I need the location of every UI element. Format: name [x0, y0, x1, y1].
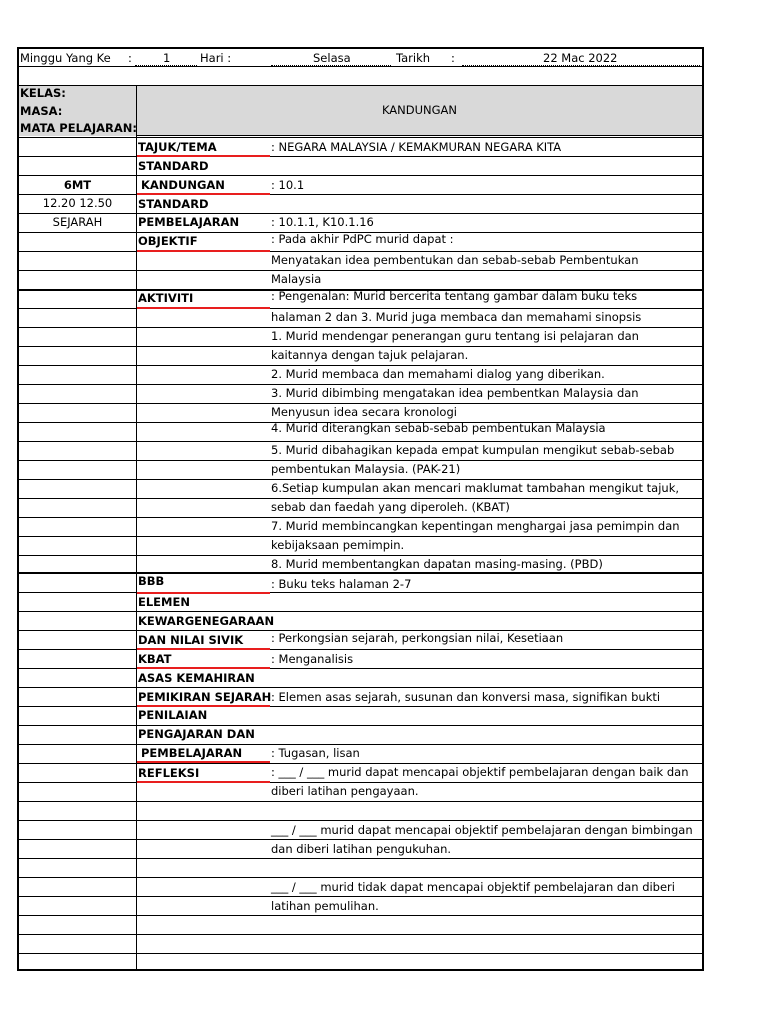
tarikh-colon: : [451, 51, 455, 65]
row-line [17, 953, 704, 954]
subject-value: SEJARAH [52, 215, 103, 229]
row-line [17, 137, 704, 138]
aktiviti-line: pembentukan Malaysia. (PAK-21) [271, 462, 461, 476]
elemen-label: ELEMEN [138, 595, 190, 609]
row-line [17, 85, 704, 86]
aktiviti-line: Menyusun idea secara kronologi [271, 405, 457, 419]
asas-kemahiran-label: ASAS KEMAHIRAN [138, 671, 255, 685]
nilai-sivik-label: DAN NILAI SIVIK [138, 633, 244, 647]
row-line [17, 744, 704, 745]
row-line [17, 877, 704, 878]
kandungan-label: KANDUNGAN [141, 178, 225, 192]
aktiviti-line: 4. Murid diterangkan sebab-sebab pembentukan Malaysia [271, 421, 606, 435]
objektif-underline [137, 250, 270, 252]
objektif-line: : Pada akhir PdPC murid dapat : [271, 232, 454, 246]
tajuk-underline [137, 155, 270, 157]
aktiviti-line: 3. Murid dibimbing mengatakan idea pembentkan Malaysia dan [271, 386, 639, 400]
row-line [17, 649, 704, 650]
standard-label-1: STANDARD [138, 159, 209, 173]
kandungan-underline [137, 193, 270, 195]
row-line [17, 687, 704, 688]
pengajaran-label: PENGAJARAN DAN [138, 727, 255, 741]
aktiviti-underline [137, 307, 270, 309]
refleksi-underline [137, 781, 270, 783]
time-value: 12.20 12.50 [42, 196, 113, 210]
objektif-line: Menyatakan idea pembentukan dan sebab-sebab Pembentukan [271, 253, 639, 267]
refleksi-line: : ___ / ___ murid dapat mencapai objektif pembelajaran dengan baik dan [271, 765, 689, 779]
mata-pelajaran-label: MATA PELAJARAN: [20, 121, 137, 135]
minggu-colon: : [128, 51, 132, 65]
refleksi-line: diberi latihan pengayaan. [271, 784, 419, 798]
row-line [17, 668, 704, 669]
pembelajaran-label: PEMBELAJARAN [138, 215, 240, 229]
aktiviti-line: 7. Murid membincangkan kepentingan menghargai jasa pemimpin dan [271, 519, 680, 533]
penilaian-label: PENILAIAN [138, 708, 208, 722]
kbat-value: : Menganalisis [271, 652, 354, 666]
row-line [17, 820, 704, 821]
bbb-value: : Buku teks halaman 2-7 [271, 577, 412, 591]
row-line [17, 592, 704, 593]
pemikiran-value: : Elemen asas sejarah, susunan dan konversi masa, signifikan bukti [271, 690, 661, 704]
class-value: 6MT [63, 178, 92, 192]
pembelajaran2-underline [137, 761, 270, 763]
pembelajaran2-label: PEMBELAJARAN [141, 746, 243, 760]
row-line [17, 572, 704, 574]
row-line [17, 611, 704, 612]
row-line [17, 896, 704, 897]
row-line [17, 725, 704, 726]
standard-label-2: STANDARD [138, 197, 209, 211]
nilai-underline [137, 648, 270, 650]
row-line [17, 270, 704, 271]
row-line [17, 706, 704, 707]
kewargenegaraan-label: KEWARGENEGARAAN [138, 614, 275, 628]
kandungan-title: KANDUNGAN [381, 103, 458, 117]
minggu-value: 1 [163, 51, 171, 65]
aktiviti-line: sebab dan faedah yang diperoleh. (KBAT) [271, 500, 510, 514]
row-line [17, 156, 704, 157]
aktiviti-line: 2. Murid membaca dan memahami dialog yang diberikan. [271, 367, 605, 381]
aktiviti-line: kaitannya dengan tajuk pelajaran. [271, 348, 469, 362]
kelas-label: KELAS: [20, 86, 66, 100]
nilai-value: : Perkongsian sejarah, perkongsian nilai, Kesetiaan [271, 631, 564, 645]
tarikh-value: 22 Mac 2022 [543, 51, 618, 65]
refleksi-line: ___ / ___ murid tidak dapat mencapai objektif pembelajaran dan diberi [271, 880, 675, 894]
aktiviti-line: : Pengenalan: Murid bercerita tentang gambar dalam buku teks [271, 289, 638, 303]
aktiviti-line: 1. Murid mendengar penerangan guru tentang isi pelajaran dan [271, 329, 639, 343]
pemikiran-sejarah-label: PEMIKIRAN SEJARAH [138, 690, 272, 704]
refleksi-line: latihan pemulihan. [271, 899, 379, 913]
kbat-underline [137, 667, 270, 669]
kandungan-value: : 10.1 [271, 178, 305, 192]
tarikh-label: Tarikh [396, 51, 431, 65]
objektif-label: OBJEKTIF [138, 234, 198, 248]
aktiviti-line: halaman 2 dan 3. Murid juga membaca dan memahami sinopsis [271, 310, 642, 324]
kbat-label: KBAT [138, 652, 172, 666]
tajuk-value: : NEGARA MALAYSIA / KEMAKMURAN NEGARA KITA [271, 140, 562, 154]
hari-label: Hari : [200, 51, 232, 65]
row-line [17, 915, 704, 916]
hari-value: Selasa [313, 51, 351, 65]
row-line [17, 66, 704, 67]
pembelajaran2-value: : Tugasan, lisan [271, 746, 360, 760]
objektif-line: Malaysia [271, 272, 322, 286]
minggu-label: Minggu Yang Ke [20, 51, 111, 65]
masa-label: MASA: [20, 104, 63, 118]
row-line [17, 934, 704, 935]
bbb-label: BBB [138, 574, 165, 588]
aktiviti-label: AKTIVITI [138, 291, 194, 305]
row-line [17, 839, 704, 840]
pembelajaran-value: : 10.1.1, K10.1.16 [271, 215, 374, 229]
aktiviti-line: 5. Murid dibahagikan kepada empat kumpulan mengikut sebab-sebab [271, 443, 675, 457]
refleksi-line: ___ / ___ murid dapat mencapai objektif pembelajaran dengan bimbingan [271, 823, 693, 837]
row-line [17, 801, 704, 802]
tajuk-label: TAJUK/TEMA [138, 140, 217, 154]
aktiviti-line: 8. Murid membentangkan dapatan masing-masing. (PBD) [271, 557, 603, 571]
column-divider [136, 85, 137, 971]
refleksi-label: REFLEKSI [138, 766, 200, 780]
row-line [17, 175, 704, 176]
aktiviti-line: kebijaksaan pemimpin. [271, 538, 405, 552]
refleksi-line: dan diberi latihan pengukuhan. [271, 842, 452, 856]
aktiviti-line: 6.Setiap kumpulan akan mencari maklumat tambahan mengikut tajuk, [271, 481, 680, 495]
row-line [17, 858, 704, 859]
